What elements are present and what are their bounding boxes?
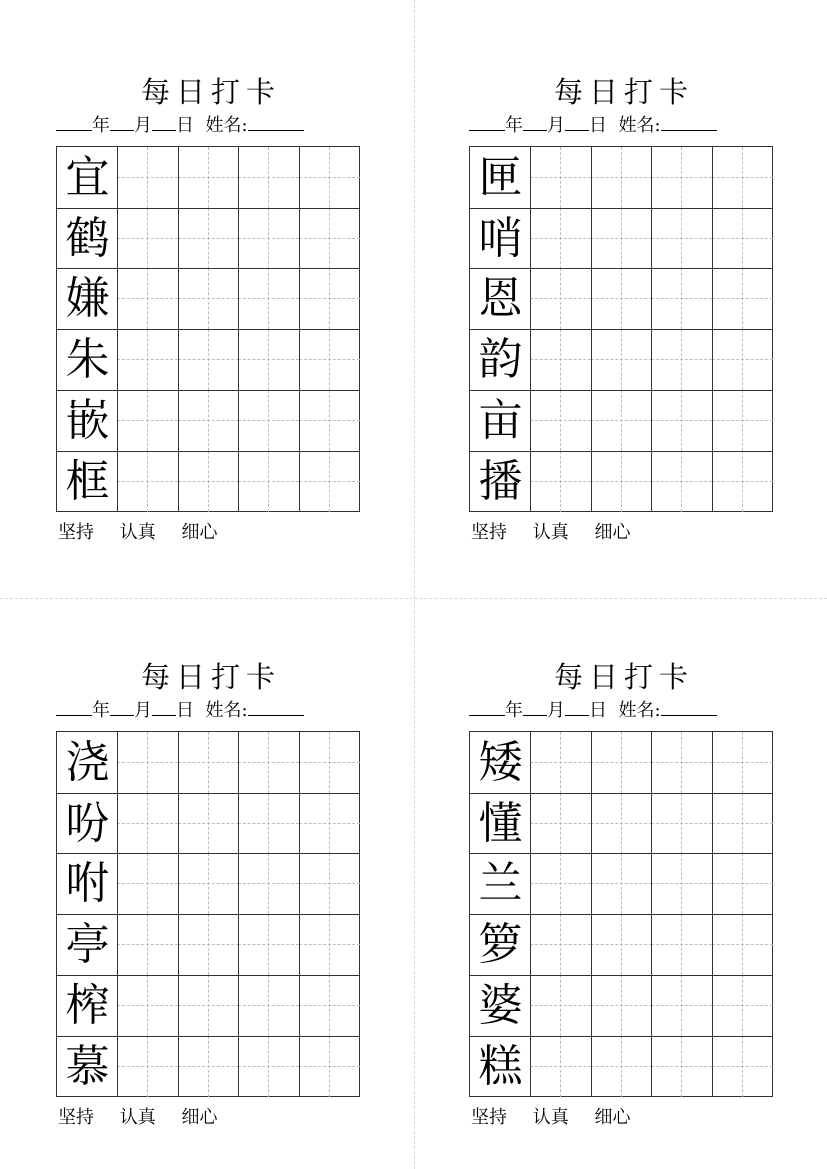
row-divider — [57, 853, 359, 854]
year-blank[interactable] — [469, 116, 505, 131]
day-blank[interactable] — [152, 701, 176, 716]
practice-cell[interactable] — [238, 732, 299, 793]
grid-row — [470, 1036, 772, 1097]
day-blank[interactable] — [565, 701, 589, 716]
grid-row — [57, 147, 359, 208]
day-blank[interactable] — [152, 116, 176, 131]
practice-cell[interactable] — [591, 732, 652, 793]
practice-cell[interactable] — [530, 208, 591, 269]
grid-row — [470, 451, 772, 512]
grid-row — [57, 793, 359, 854]
practice-cell[interactable] — [238, 208, 299, 269]
grid-row — [470, 329, 772, 390]
practice-cell[interactable] — [712, 975, 773, 1036]
year-label: 年 — [92, 700, 110, 721]
motto-item: 细心 — [181, 522, 218, 543]
practice-cell[interactable] — [651, 793, 712, 854]
model-character: 哨 — [478, 212, 523, 264]
model-character: 箩 — [478, 919, 523, 971]
day-label: 日 — [589, 115, 607, 136]
month-blank[interactable] — [523, 701, 547, 716]
practice-cell[interactable] — [117, 732, 178, 793]
practice-cell[interactable] — [712, 451, 773, 512]
motto-item: 认真 — [532, 1107, 569, 1128]
motto-item: 坚持 — [471, 1107, 507, 1128]
motto-item: 认真 — [119, 1107, 156, 1128]
practice-cell[interactable] — [238, 147, 299, 208]
row-divider — [57, 329, 359, 330]
grid-row — [470, 793, 772, 854]
practice-cell[interactable] — [178, 732, 239, 793]
practice-cell[interactable] — [530, 390, 591, 451]
grid-row — [470, 208, 772, 269]
model-character: 韵 — [478, 334, 523, 386]
model-character: 播 — [478, 455, 523, 507]
row-divider — [470, 914, 772, 915]
column-divider — [591, 147, 592, 511]
practice-cell[interactable] — [712, 853, 773, 914]
column-divider — [651, 732, 652, 1096]
practice-cell[interactable] — [178, 329, 239, 390]
column-divider — [117, 147, 118, 511]
name-blank[interactable] — [248, 701, 304, 716]
month-label: 月 — [134, 115, 152, 136]
grid-row — [57, 329, 359, 390]
date-name-line — [56, 113, 366, 139]
date-name-line — [56, 698, 366, 724]
row-divider — [470, 208, 772, 209]
practice-cell[interactable] — [712, 268, 773, 329]
model-character: 榨 — [65, 979, 110, 1031]
practice-cell[interactable] — [591, 451, 652, 512]
practice-cell[interactable] — [712, 732, 773, 793]
name-blank[interactable] — [661, 701, 717, 716]
month-label: 月 — [547, 115, 565, 136]
practice-cell[interactable] — [299, 208, 360, 269]
practice-cell[interactable] — [238, 451, 299, 512]
practice-cell[interactable] — [178, 853, 239, 914]
practice-cell[interactable] — [530, 1036, 591, 1097]
month-label: 月 — [134, 700, 152, 721]
name-blank[interactable] — [661, 116, 717, 131]
practice-cell[interactable] — [530, 914, 591, 975]
model-character: 宜 — [65, 152, 110, 203]
name-blank[interactable] — [248, 116, 304, 131]
practice-cell[interactable] — [591, 793, 652, 854]
practice-cell[interactable] — [712, 914, 773, 975]
motto-line — [58, 1105, 237, 1131]
practice-cell[interactable] — [712, 329, 773, 390]
practice-cell[interactable] — [178, 451, 239, 512]
model-character: 亭 — [65, 919, 110, 971]
practice-cell[interactable] — [591, 329, 652, 390]
row-divider — [470, 329, 772, 330]
column-divider — [299, 732, 300, 1096]
month-blank[interactable] — [523, 116, 547, 131]
card-title: 每日打卡 — [553, 75, 694, 109]
practice-cell[interactable] — [299, 914, 360, 975]
model-character: 矮 — [478, 737, 523, 788]
practice-card — [56, 585, 366, 1128]
model-character: 懂 — [478, 797, 523, 849]
practice-cell[interactable] — [530, 451, 591, 512]
practice-cell[interactable] — [117, 268, 178, 329]
grid-row — [470, 853, 772, 914]
grid-row — [470, 914, 772, 975]
name-label: 姓名: — [618, 115, 661, 136]
card-title: 每日打卡 — [553, 660, 694, 694]
row-divider — [470, 1036, 772, 1037]
column-divider — [117, 732, 118, 1096]
practice-cell[interactable] — [238, 268, 299, 329]
practice-cell[interactable] — [117, 793, 178, 854]
row-divider — [57, 975, 359, 976]
model-character: 浇 — [65, 737, 110, 788]
month-blank[interactable] — [110, 116, 134, 131]
row-divider — [57, 914, 359, 915]
practice-cell[interactable] — [299, 268, 360, 329]
column-divider — [178, 732, 179, 1096]
practice-card — [56, 0, 366, 543]
name-label: 姓名: — [205, 115, 248, 136]
row-divider — [57, 793, 359, 794]
year-blank[interactable] — [56, 701, 92, 716]
day-label: 日 — [176, 700, 194, 721]
grid-row — [57, 268, 359, 329]
model-character: 朱 — [65, 334, 110, 386]
row-divider — [470, 451, 772, 452]
practice-cell[interactable] — [651, 1036, 712, 1097]
card-title: 每日打卡 — [140, 660, 281, 694]
practice-cell[interactable] — [178, 914, 239, 975]
day-label: 日 — [589, 700, 607, 721]
writing-grid — [56, 731, 360, 1097]
column-divider — [178, 147, 179, 511]
practice-cell[interactable] — [712, 1036, 773, 1097]
column-divider — [530, 147, 531, 511]
model-character: 恩 — [478, 273, 523, 325]
grid-row — [470, 975, 772, 1036]
practice-cell[interactable] — [651, 732, 712, 793]
practice-cell[interactable] — [178, 975, 239, 1036]
column-divider — [591, 732, 592, 1096]
practice-cell[interactable] — [117, 329, 178, 390]
column-divider — [299, 147, 300, 511]
grid-row — [57, 853, 359, 914]
practice-cell[interactable] — [591, 147, 652, 208]
practice-cell[interactable] — [530, 853, 591, 914]
model-character: 鹤 — [65, 212, 110, 264]
grid-row — [470, 390, 772, 451]
practice-cell[interactable] — [238, 793, 299, 854]
motto-item: 细心 — [594, 1107, 631, 1128]
practice-cell[interactable] — [238, 853, 299, 914]
practice-card — [469, 0, 779, 543]
practice-cell[interactable] — [299, 1036, 360, 1097]
date-name-line — [469, 113, 779, 139]
grid-row — [470, 268, 772, 329]
model-character: 嫌 — [65, 273, 110, 325]
practice-cell[interactable] — [299, 793, 360, 854]
year-label: 年 — [505, 115, 523, 136]
row-divider — [57, 208, 359, 209]
motto-item: 坚持 — [471, 522, 507, 543]
grid-row — [57, 975, 359, 1036]
practice-cell[interactable] — [530, 793, 591, 854]
practice-cell[interactable] — [712, 793, 773, 854]
grid-row — [57, 451, 359, 512]
column-divider — [712, 732, 713, 1096]
practice-cell[interactable] — [238, 914, 299, 975]
practice-cell[interactable] — [117, 853, 178, 914]
practice-cell[interactable] — [299, 451, 360, 512]
practice-cell[interactable] — [299, 329, 360, 390]
row-divider — [470, 390, 772, 391]
writing-grid — [469, 146, 773, 512]
practice-cell[interactable] — [117, 1036, 178, 1097]
practice-cell[interactable] — [238, 1036, 299, 1097]
practice-cell[interactable] — [530, 975, 591, 1036]
grid-row — [470, 147, 772, 208]
practice-cell[interactable] — [238, 390, 299, 451]
grid-row — [57, 914, 359, 975]
model-character: 匣 — [478, 152, 523, 203]
practice-cell[interactable] — [712, 208, 773, 269]
motto-item: 认真 — [532, 522, 569, 543]
grid-row — [57, 208, 359, 269]
column-divider — [530, 732, 531, 1096]
grid-row — [57, 390, 359, 451]
practice-cell[interactable] — [178, 793, 239, 854]
row-divider — [57, 1036, 359, 1037]
practice-cell[interactable] — [651, 390, 712, 451]
column-divider — [712, 147, 713, 511]
practice-cell[interactable] — [651, 975, 712, 1036]
practice-cell[interactable] — [117, 451, 178, 512]
practice-cell[interactable] — [530, 732, 591, 793]
practice-cell[interactable] — [591, 975, 652, 1036]
practice-cell[interactable] — [238, 975, 299, 1036]
row-divider — [470, 853, 772, 854]
motto-item: 细心 — [594, 522, 631, 543]
practice-cell[interactable] — [651, 914, 712, 975]
motto-item: 坚持 — [58, 522, 94, 543]
practice-cell[interactable] — [178, 390, 239, 451]
row-divider — [57, 451, 359, 452]
practice-cell[interactable] — [178, 147, 239, 208]
model-character: 亩 — [478, 394, 523, 446]
practice-cell[interactable] — [712, 147, 773, 208]
practice-cell[interactable] — [591, 853, 652, 914]
day-blank[interactable] — [565, 116, 589, 131]
column-divider — [651, 147, 652, 511]
model-character: 吩 — [65, 797, 110, 849]
practice-cell[interactable] — [178, 1036, 239, 1097]
model-character: 框 — [65, 455, 110, 507]
grid-row — [57, 1036, 359, 1097]
name-label: 姓名: — [618, 700, 661, 721]
column-divider — [238, 147, 239, 511]
month-label: 月 — [547, 700, 565, 721]
column-divider — [238, 732, 239, 1096]
practice-cell[interactable] — [299, 732, 360, 793]
motto-line — [471, 520, 650, 546]
model-character: 兰 — [478, 858, 523, 910]
practice-cell[interactable] — [530, 329, 591, 390]
practice-cell[interactable] — [591, 390, 652, 451]
practice-cell[interactable] — [178, 208, 239, 269]
row-divider — [57, 390, 359, 391]
grid-row — [470, 732, 772, 793]
year-blank[interactable] — [56, 116, 92, 131]
month-blank[interactable] — [110, 701, 134, 716]
practice-cell[interactable] — [299, 975, 360, 1036]
practice-cell[interactable] — [299, 853, 360, 914]
writing-grid — [56, 146, 360, 512]
practice-cell[interactable] — [712, 390, 773, 451]
practice-cell[interactable] — [591, 268, 652, 329]
vertical-cut-line — [414, 0, 415, 1169]
practice-cell[interactable] — [530, 147, 591, 208]
practice-cell[interactable] — [651, 147, 712, 208]
motto-item: 细心 — [181, 1107, 218, 1128]
grid-row — [57, 732, 359, 793]
practice-cell[interactable] — [117, 390, 178, 451]
card-title: 每日打卡 — [140, 75, 281, 109]
day-label: 日 — [176, 115, 194, 136]
year-label: 年 — [505, 700, 523, 721]
practice-cell[interactable] — [651, 451, 712, 512]
model-character: 糕 — [478, 1040, 523, 1092]
practice-cell[interactable] — [591, 208, 652, 269]
practice-cell[interactable] — [117, 914, 178, 975]
practice-cell[interactable] — [117, 208, 178, 269]
practice-cell[interactable] — [591, 1036, 652, 1097]
practice-cell[interactable] — [117, 975, 178, 1036]
practice-cell[interactable] — [591, 914, 652, 975]
name-label: 姓名: — [205, 700, 248, 721]
date-name-line — [469, 698, 779, 724]
practice-cell[interactable] — [651, 208, 712, 269]
writing-grid — [469, 731, 773, 1097]
practice-cell[interactable] — [238, 329, 299, 390]
practice-cell[interactable] — [651, 329, 712, 390]
practice-cell[interactable] — [299, 147, 360, 208]
row-divider — [57, 268, 359, 269]
row-divider — [470, 793, 772, 794]
model-character: 婆 — [478, 979, 523, 1031]
model-character: 嵌 — [65, 394, 110, 446]
motto-item: 坚持 — [58, 1107, 94, 1128]
practice-cell[interactable] — [530, 268, 591, 329]
practice-cell[interactable] — [178, 268, 239, 329]
motto-item: 认真 — [119, 522, 156, 543]
year-blank[interactable] — [469, 701, 505, 716]
practice-cell[interactable] — [651, 268, 712, 329]
practice-card — [469, 585, 779, 1128]
motto-line — [58, 520, 237, 546]
model-character: 咐 — [65, 858, 110, 910]
practice-cell[interactable] — [651, 853, 712, 914]
practice-cell[interactable] — [117, 147, 178, 208]
practice-cell[interactable] — [299, 390, 360, 451]
motto-line — [471, 1105, 650, 1131]
model-character: 慕 — [65, 1040, 110, 1092]
row-divider — [470, 268, 772, 269]
row-divider — [470, 975, 772, 976]
year-label: 年 — [92, 115, 110, 136]
